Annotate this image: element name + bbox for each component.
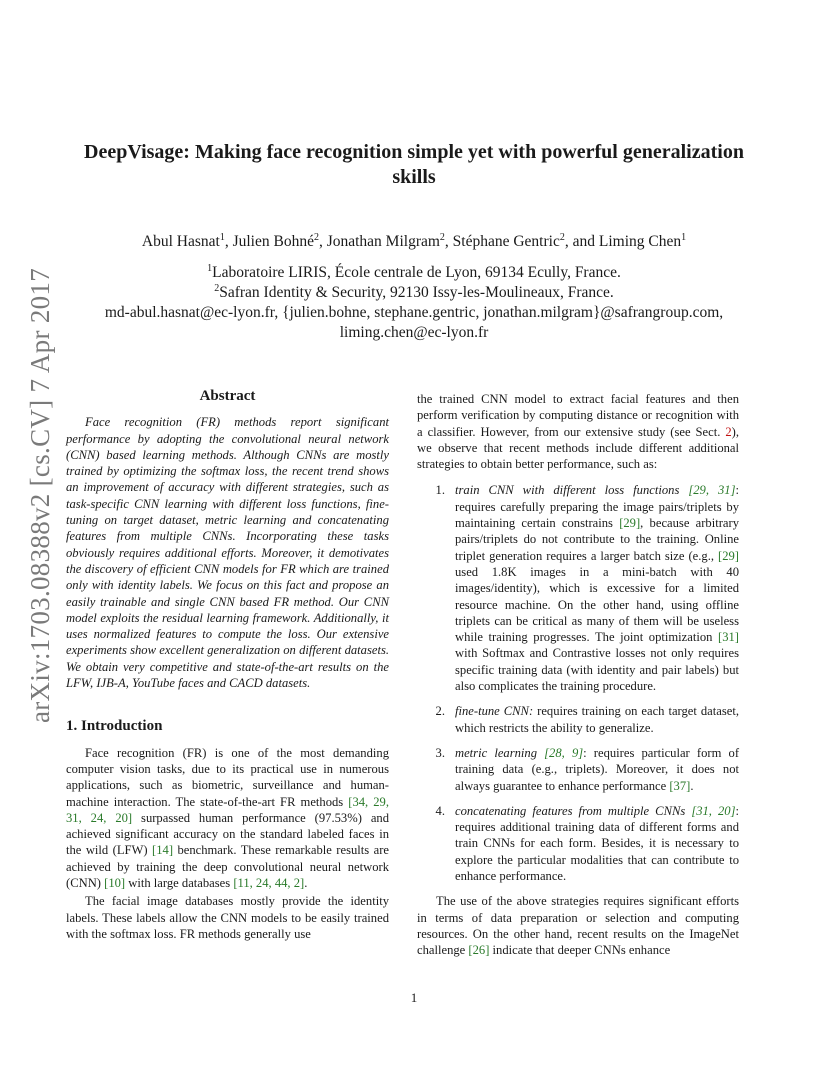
author: Liming Chen$^1$ bbox=[598, 231, 687, 250]
author: Stéphane Gentric$^2$ bbox=[452, 231, 565, 250]
author: Julien Bohné$^2$ bbox=[232, 231, 319, 250]
section-heading: 1. Introduction bbox=[66, 718, 163, 735]
citation-link[interactable]: [29, 31] bbox=[688, 483, 736, 498]
citation-link[interactable]: [11, 24, 44, 2] bbox=[233, 876, 305, 891]
list-number: 3. bbox=[435, 745, 445, 760]
list-item: 4. concatenating features from multiple CNNs [31, 20]: requires additional training data of different forms and train CNNs for each form. Besides, it is necessary to explore the particular modalities that can contribute to enhance performance. bbox=[417, 803, 739, 884]
arxiv-stamp: arXiv:1703.08388v2 [cs.CV] 7 Apr 2017 bbox=[25, 267, 56, 723]
citation-link[interactable]: [31] bbox=[718, 630, 739, 645]
list-item: 2. fine-tune CNN: requires training on each target dataset, which restricts the ability to generalize. bbox=[417, 703, 739, 736]
abstract-heading: Abstract bbox=[199, 388, 256, 404]
abstract-text: Face recognition (FR) methods report significant performance by adopting the convolutional neural network (CNN) based learning methods. Although CNNs are mostly trained by optimizing the softmax loss, the recent trend shows an improvement of accuracy with different strategies, such as task-specific CNN learning with different loss functions, fine-tuning on target dataset, metric learning and concatenating features from multiple CNNs. Incorporating these tasks obviously requires additional efforts. Moreover, it demotivates the discovery of efficient CNN models for FR which are trained only with identity labels. We focus on this fact and propose an easily trainable and single CNN based FR method. Our CNN model exploits the residual learning framework. Additionally, it uses normalized features to compute the loss. Our extensive experiments show excellent generalization on different datasets. We obtain very competitive and state-of-the-art results on the LFW, IJB-A, YouTube faces and CACD datasets. bbox=[66, 415, 389, 691]
citation-link[interactable]: [31, 20] bbox=[691, 803, 736, 818]
citation-link[interactable]: [14] bbox=[152, 843, 174, 858]
list-number: 4. bbox=[435, 803, 445, 818]
section-crossref-link[interactable]: 2 bbox=[725, 424, 732, 439]
paper-title: DeepVisage: Making face recognition simple yet with powerful generalization skills bbox=[84, 141, 744, 188]
affiliation: $^1$Laboratoire LIRIS, École centrale de Lyon, 69134 Ecully, France. bbox=[207, 262, 621, 281]
author: Jonathan Milgram$^2$ bbox=[326, 231, 445, 250]
right-column bbox=[417, 391, 739, 959]
citation-link[interactable]: [37] bbox=[669, 778, 691, 793]
citation-link[interactable]: [34, 29, 31, 24, 20] bbox=[66, 794, 390, 825]
affiliation: $^2$Safran Identity & Security, 92130 Issy-les-Moulineaux, France. bbox=[214, 282, 614, 301]
citation-link[interactable]: [26] bbox=[468, 943, 490, 958]
page-number: 1 bbox=[410, 990, 418, 1005]
citation-link[interactable]: [28, 9] bbox=[544, 745, 584, 760]
citation-link[interactable]: [29] bbox=[619, 516, 641, 531]
intro-paragraph: Face recognition (FR) is one of the most demanding computer vision tasks, due to its practical use in numerous applications, such as biometric, surveillance and human-machine interaction. The state-of-the-art FR methods [34, 29, 31, 24, 20] surpassed human performance (97.53%) and achieved significant accuracy on the standard labeled faces in the wild (LFW) [14] benchmark. These remarkable results are achieved by training the deep convolutional neural network (CNN) [10] with large databases [11, 24, 44, 2]. bbox=[66, 745, 390, 891]
citation-link[interactable]: [29] bbox=[718, 548, 739, 563]
list-number: 1. bbox=[435, 483, 445, 498]
intro-paragraph: The facial image databases mostly provide the identity labels. These labels allow the CNN models to be easily trained with the softmax loss. FR methods generally use bbox=[66, 894, 389, 941]
left-column bbox=[66, 388, 389, 942]
body-paragraph: The use of the above strategies requires significant efforts in terms of data preparation or selection and computing resources. On the other hand, recent results on the ImageNet challenge [26] indicate that deeper CNNs enhance bbox=[417, 894, 739, 958]
citation-link[interactable]: [10] bbox=[104, 876, 126, 891]
list-number: 2. bbox=[435, 704, 445, 719]
list-item: 3. metric learning [28, 9]: requires particular form of training data (e.g., triplets). Moreover, it does not always guarantee to enhance performance [37]. bbox=[417, 745, 739, 794]
author: Abul Hasnat$^1$ bbox=[141, 231, 225, 250]
email-list: md-abul.hasnat@ec-lyon.fr, {julien.bohne, stephane.gentric, jonathan.milgram}@safrangroup.com, liming.chen@ec-lyon.fr bbox=[104, 304, 724, 341]
body-paragraph: the trained CNN model to extract facial features and then perform verification by computing distance or recognition with a classifier. However, from our extensive study (see Sect. 2), we observe that recent methods include different additional strategies to obtain better performance, such as: bbox=[417, 392, 739, 472]
list-item: 1. train CNN with different loss functions [29, 31]: requires carefully preparing the image pairs/triplets by maintaining certain constrains [29], because arbitrary pairs/triplets do not contribute to the training. Online triplet generation requires a larger batch size (e.g., [29] used 1.8K images in a mini-batch with 40 images/identity), which is excessive for a limited resource machine. On the other hand, using offline triplets can be critical as many of them will be useless while training progresses. The joint optimization [31] with Softmax and Contrastive losses not only requires specific training data (with identity and pair labels) but also complicates the training procedure. bbox=[417, 482, 739, 694]
author-list: Abul Hasnat$^1$, Julien Bohné$^2$, Jonathan Milgram$^2$, Stéphane Gentric$^2$, and Liming Chen$^1$ bbox=[141, 231, 687, 250]
affiliations bbox=[70, 263, 758, 343]
strategy-list bbox=[417, 482, 739, 884]
